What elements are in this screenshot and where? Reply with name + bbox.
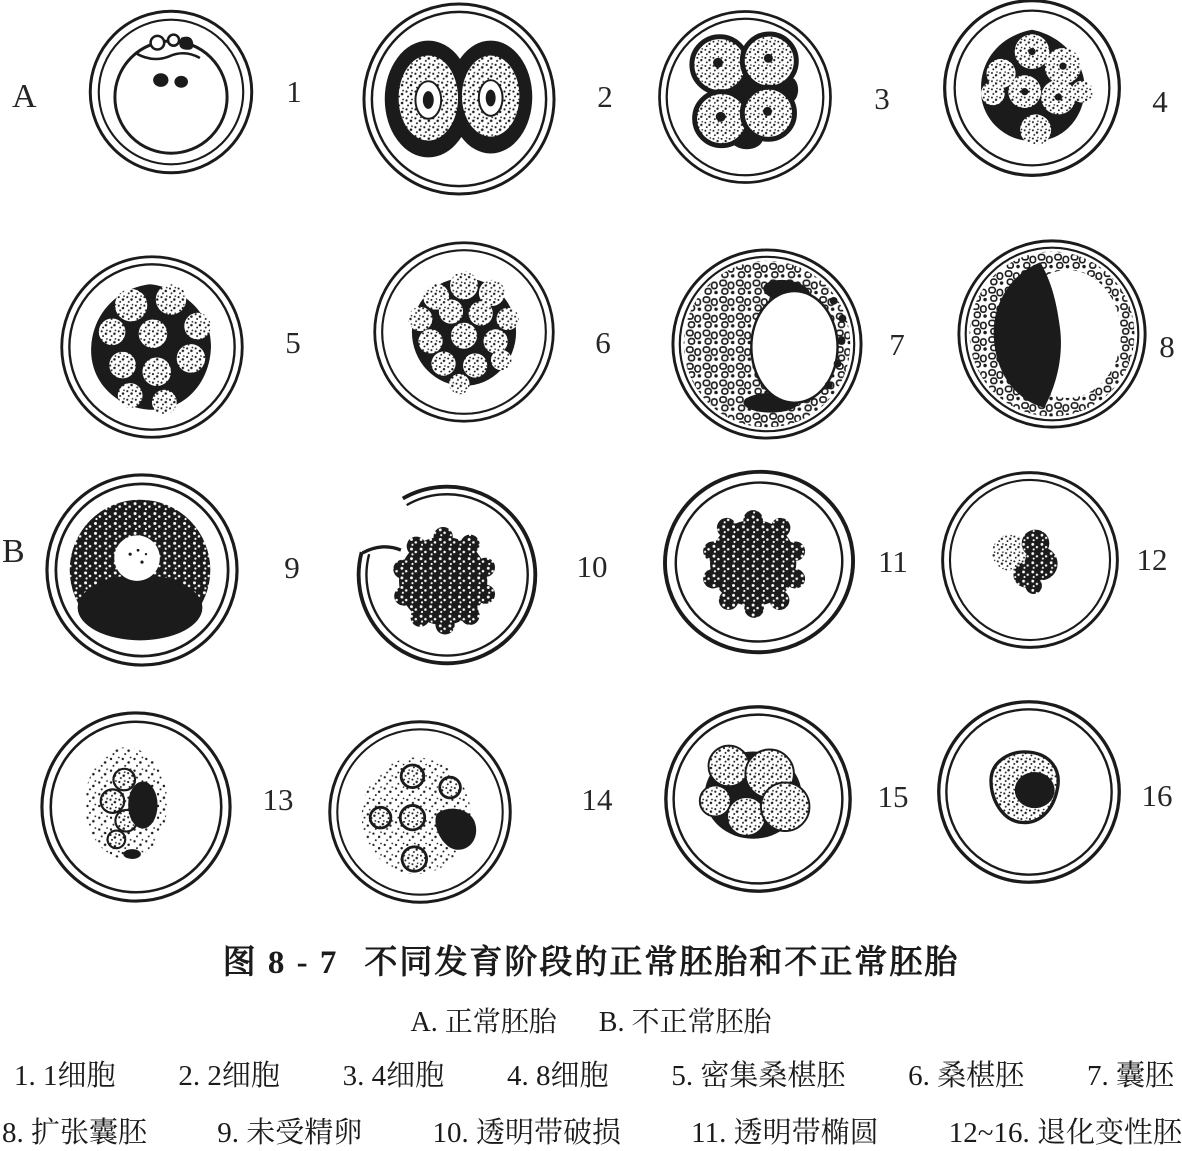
embryo-5-illustration bbox=[57, 252, 247, 442]
embryo-13-number: 13 bbox=[262, 782, 294, 817]
embryo-7-number: 7 bbox=[889, 327, 905, 362]
subtitle-normal: A. 正常胚胎 bbox=[410, 1007, 557, 1038]
embryo-16-number: 16 bbox=[1141, 778, 1173, 813]
embryo-5-compact-morula bbox=[57, 252, 247, 442]
embryo-13-illustration bbox=[38, 709, 234, 905]
embryo-2-number: 2 bbox=[597, 79, 613, 114]
embryo-14-number: 14 bbox=[581, 782, 613, 817]
embryo-2-two-cell bbox=[360, 0, 558, 198]
legend-item: 9. 未受精卵 bbox=[217, 1117, 363, 1149]
legend-item: 3. 4细胞 bbox=[342, 1060, 445, 1092]
legend-item: 2. 2细胞 bbox=[178, 1060, 280, 1092]
embryo-8-illustration bbox=[955, 237, 1149, 431]
figure-subtitle bbox=[0, 1000, 1182, 1040]
embryo-12-number: 12 bbox=[1136, 542, 1168, 577]
embryo-10-number: 10 bbox=[576, 549, 608, 584]
embryo-5-number: 5 bbox=[285, 325, 301, 360]
legend-item: 12~16. 退化变性胚 bbox=[948, 1117, 1182, 1149]
embryo-16-illustration bbox=[934, 697, 1124, 887]
embryo-16-degenerate bbox=[934, 697, 1124, 887]
embryo-10-illustration bbox=[351, 479, 543, 671]
embryo-15-illustration bbox=[661, 702, 855, 896]
embryo-4-number: 4 bbox=[1152, 84, 1168, 119]
embryo-13-degenerate bbox=[38, 709, 234, 905]
embryo-11-illustration bbox=[662, 465, 858, 661]
legend-line-2 bbox=[0, 1110, 1182, 1151]
legend-item: 1. 1细胞 bbox=[14, 1060, 116, 1092]
legend-line-1 bbox=[0, 1053, 1182, 1094]
embryo-6-illustration bbox=[371, 239, 557, 425]
legend-item: 11. 透明带椭圆 bbox=[691, 1117, 879, 1149]
embryo-9-unfertilized-egg bbox=[43, 471, 241, 669]
legend-item: 6. 桑椹胚 bbox=[908, 1060, 1025, 1092]
embryo-14-degenerate bbox=[326, 718, 514, 906]
embryo-9-illustration bbox=[43, 471, 241, 669]
row-label-a: A bbox=[12, 78, 37, 115]
embryo-3-illustration bbox=[655, 7, 835, 187]
embryo-15-degenerate bbox=[661, 702, 855, 896]
embryo-3-number: 3 bbox=[874, 81, 890, 116]
embryo-9-number: 9 bbox=[284, 550, 300, 585]
legend-item: 7. 囊胚 bbox=[1086, 1060, 1174, 1092]
embryo-1-illustration bbox=[86, 7, 256, 177]
legend-item: 8. 扩张囊胚 bbox=[2, 1117, 148, 1149]
embryo-10-broken-zona bbox=[351, 479, 543, 671]
embryo-12-degenerate bbox=[938, 468, 1122, 652]
embryo-4-illustration bbox=[941, 0, 1123, 179]
legend-item: 5. 密集桑椹胚 bbox=[671, 1060, 846, 1092]
embryo-2-illustration bbox=[360, 0, 558, 198]
embryo-14-illustration bbox=[326, 718, 514, 906]
figure-title bbox=[0, 936, 1182, 983]
embryo-11-oval-zona bbox=[662, 465, 858, 661]
embryo-3-four-cell bbox=[655, 7, 835, 187]
embryo-4-eight-cell bbox=[941, 0, 1123, 179]
embryo-8-number: 8 bbox=[1159, 329, 1175, 364]
embryo-15-number: 15 bbox=[877, 779, 909, 814]
embryo-8-expanded-blastocyst bbox=[955, 237, 1149, 431]
figure-title-number: 图 8 - 7 bbox=[222, 945, 339, 981]
legend-item: 4. 8细胞 bbox=[506, 1060, 609, 1092]
embryo-6-number: 6 bbox=[595, 325, 611, 360]
row-label-b: B bbox=[2, 533, 25, 570]
subtitle-abnormal: B. 不正常胚胎 bbox=[598, 1007, 772, 1038]
legend-item: 10. 透明带破损 bbox=[432, 1117, 621, 1149]
figure-title-text: 不同发育阶段的正常胚胎和不正常胚胎 bbox=[364, 945, 960, 981]
embryo-12-illustration bbox=[938, 468, 1122, 652]
embryo-11-number: 11 bbox=[878, 544, 908, 579]
embryo-1-number: 1 bbox=[286, 74, 302, 109]
embryo-1-one-cell bbox=[86, 7, 256, 177]
embryo-7-blastocyst bbox=[669, 246, 865, 442]
embryo-7-illustration bbox=[669, 246, 865, 442]
embryo-6-morula bbox=[371, 239, 557, 425]
